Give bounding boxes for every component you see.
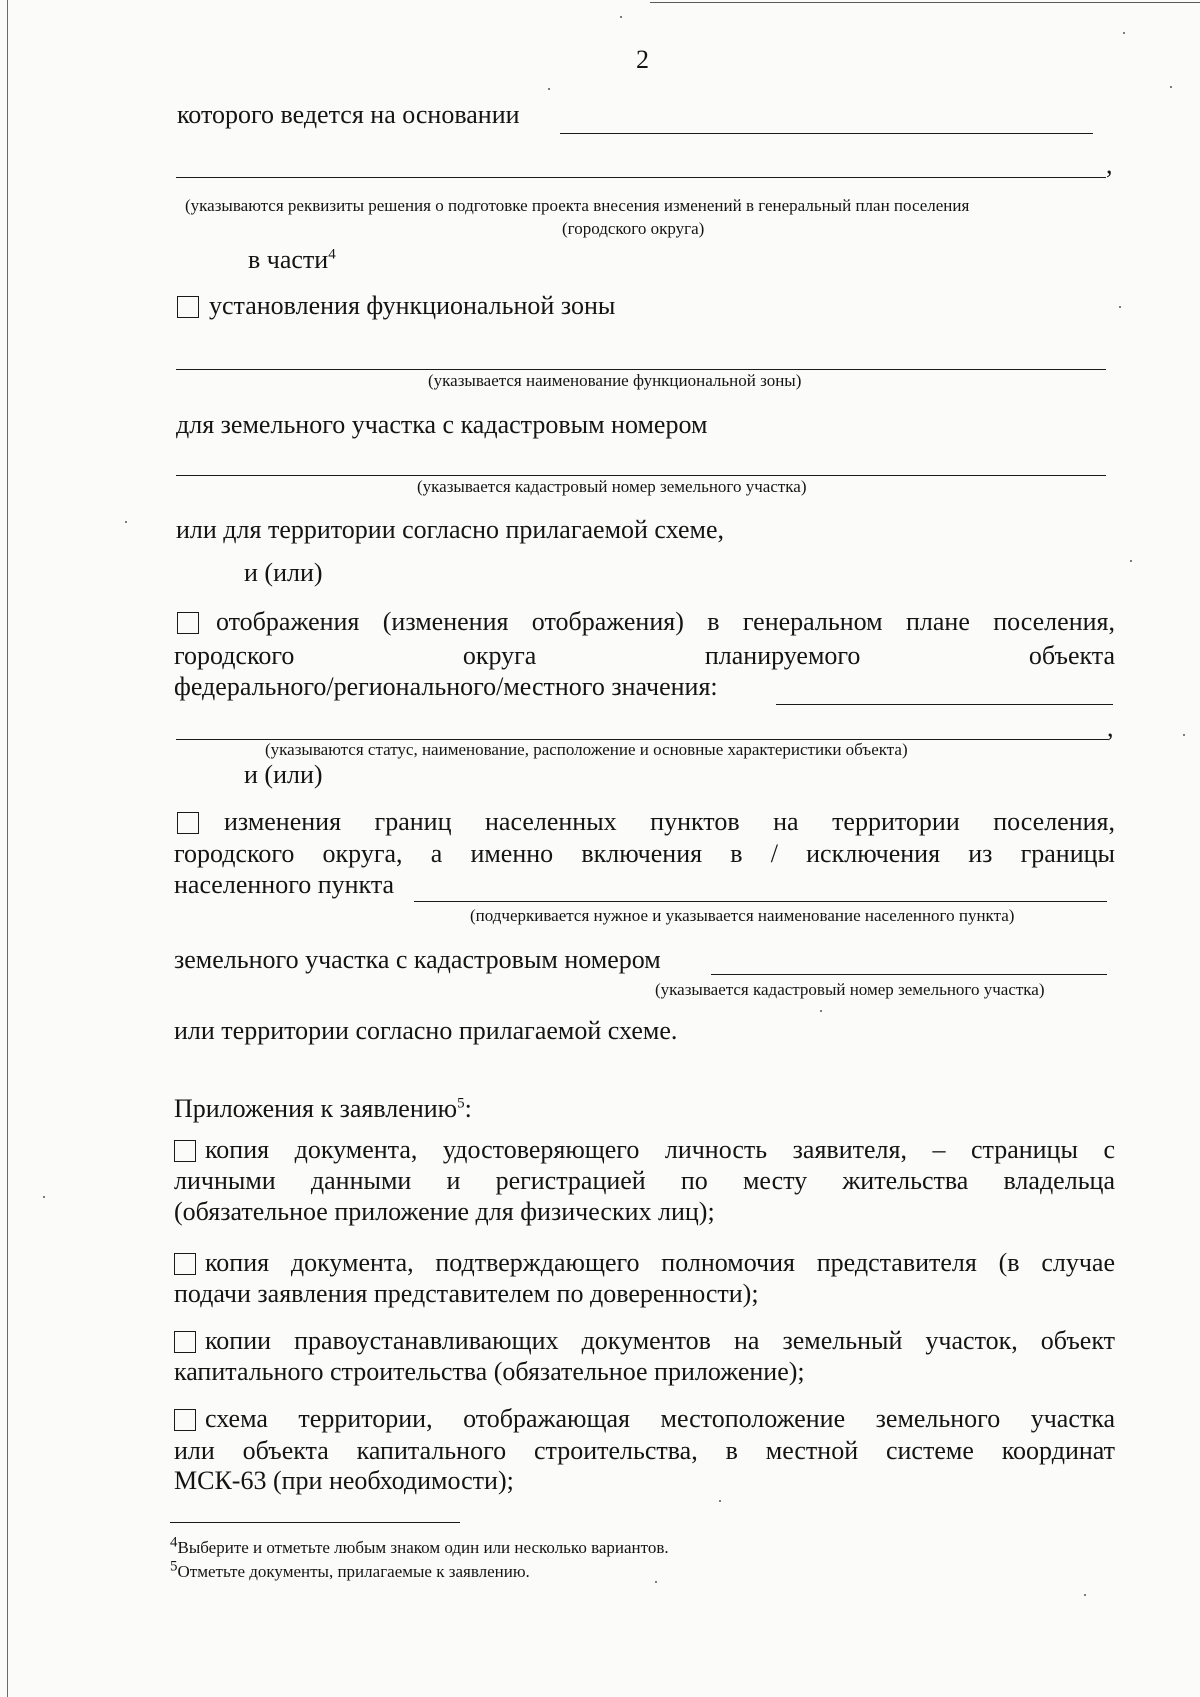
- attachment-1-line1: копия документа, удостоверяющего личность заявителя, – страницы с: [205, 1135, 1115, 1164]
- basis-hint-line1: (указываются реквизиты решения о подготовке проекта внесения изменений в генеральный план поселения: [185, 196, 970, 215]
- borders-line3: населенного пункта: [174, 870, 395, 899]
- cadastral-hint-1: (указывается кадастровый номер земельного участка): [417, 477, 807, 496]
- checkbox-representative-authority[interactable]: [174, 1253, 196, 1275]
- territory-text-1: или для территории согласно прилагаемой схеме,: [176, 515, 725, 544]
- attachments-title: Приложения к заявлению$^5$:: [174, 1094, 472, 1123]
- object-comma: ,: [1107, 713, 1114, 742]
- planned-object-line1: отображения (изменения отображения) в генеральном плане поселения,: [216, 607, 1115, 636]
- cadastral-fill-line-1: [176, 475, 1106, 476]
- attachment-3-line1: копии правоустанавливающих документов на земельный участок, объект: [205, 1326, 1115, 1355]
- in-part-label: в части$^4$: [248, 245, 336, 274]
- checkbox-identity-document[interactable]: [174, 1140, 196, 1162]
- borders-line1: изменения границ населенных пунктов на территории поселения,: [224, 807, 1115, 836]
- settlement-hint: (подчеркивается нужное и указывается наименование населенного пункта): [470, 906, 1015, 925]
- checkbox-functional-zone[interactable]: [177, 296, 199, 318]
- cadastral-text-2: земельного участка с кадастровым номером: [174, 945, 661, 974]
- zone-name-fill-line: [176, 369, 1106, 370]
- functional-zone-label: установления функциональной зоны: [209, 291, 616, 320]
- cadastral-hint-2: (указывается кадастровый номер земельного участка): [655, 980, 1045, 999]
- checkbox-planned-object[interactable]: [177, 612, 199, 634]
- attachment-2-line2: подачи заявления представителем по доверенности);: [174, 1279, 759, 1308]
- page-number: 2: [636, 45, 649, 74]
- attachment-4-line3: МСК-63 (при необходимости);: [174, 1466, 514, 1495]
- basis-hint-line2: (городского округа): [562, 219, 705, 238]
- territory-text-2: или территории согласно прилагаемой схеме.: [174, 1016, 678, 1045]
- cadastral-fill-line-2: [711, 974, 1107, 975]
- basis-comma: ,: [1106, 150, 1113, 179]
- basis-text: которого ведется на основании: [177, 100, 520, 129]
- basis-fill-line-2: [176, 177, 1106, 178]
- checkbox-settlement-borders[interactable]: [177, 812, 199, 834]
- attachment-3-line2: капитального строительства (обязательное приложение);: [174, 1357, 805, 1386]
- footnote-separator: [170, 1522, 460, 1523]
- and-or-1: и (или): [244, 558, 323, 587]
- attachment-2-line1: копия документа, подтверждающего полномочия представителя (в случае: [205, 1248, 1115, 1277]
- checkbox-territory-scheme[interactable]: [174, 1409, 196, 1431]
- attachment-4-line1: схема территории, отображающая местоположение земельного участка: [205, 1404, 1115, 1433]
- attachment-4-line2: или объекта капитального строительства, в местной системе координат: [174, 1436, 1115, 1465]
- scan-edge-left: [7, 0, 8, 1697]
- object-fill-line-1: [776, 704, 1113, 705]
- settlement-fill-line: [414, 901, 1107, 902]
- borders-line2: городского округа, а именно включения в / исключения из границы: [174, 839, 1115, 868]
- cadastral-text-1: для земельного участка с кадастровым номером: [176, 410, 708, 439]
- scan-edge-top: [650, 2, 1200, 3]
- object-hint: (указываются статус, наименование, расположение и основные характеристики объекта): [265, 740, 908, 759]
- zone-name-hint: (указывается наименование функциональной зоны): [428, 371, 802, 390]
- attachment-1-line2: личными данными и регистрацией по месту жительства владельца: [174, 1166, 1115, 1195]
- planned-object-line2: городского округа планируемого объекта: [174, 641, 1115, 670]
- checkbox-title-documents[interactable]: [174, 1331, 196, 1353]
- attachment-1-line3: (обязательное приложение для физических лиц);: [174, 1197, 715, 1226]
- footnote-5: $^5$Отметьте документы, прилагаемые к заявлению.: [170, 1558, 530, 1581]
- planned-object-line3: федерального/регионального/местного значения:: [174, 672, 718, 701]
- footnote-4: $^4$Выберите и отметьте любым знаком один или несколько вариантов.: [170, 1534, 669, 1557]
- basis-fill-line: [560, 133, 1093, 134]
- and-or-2: и (или): [244, 760, 323, 789]
